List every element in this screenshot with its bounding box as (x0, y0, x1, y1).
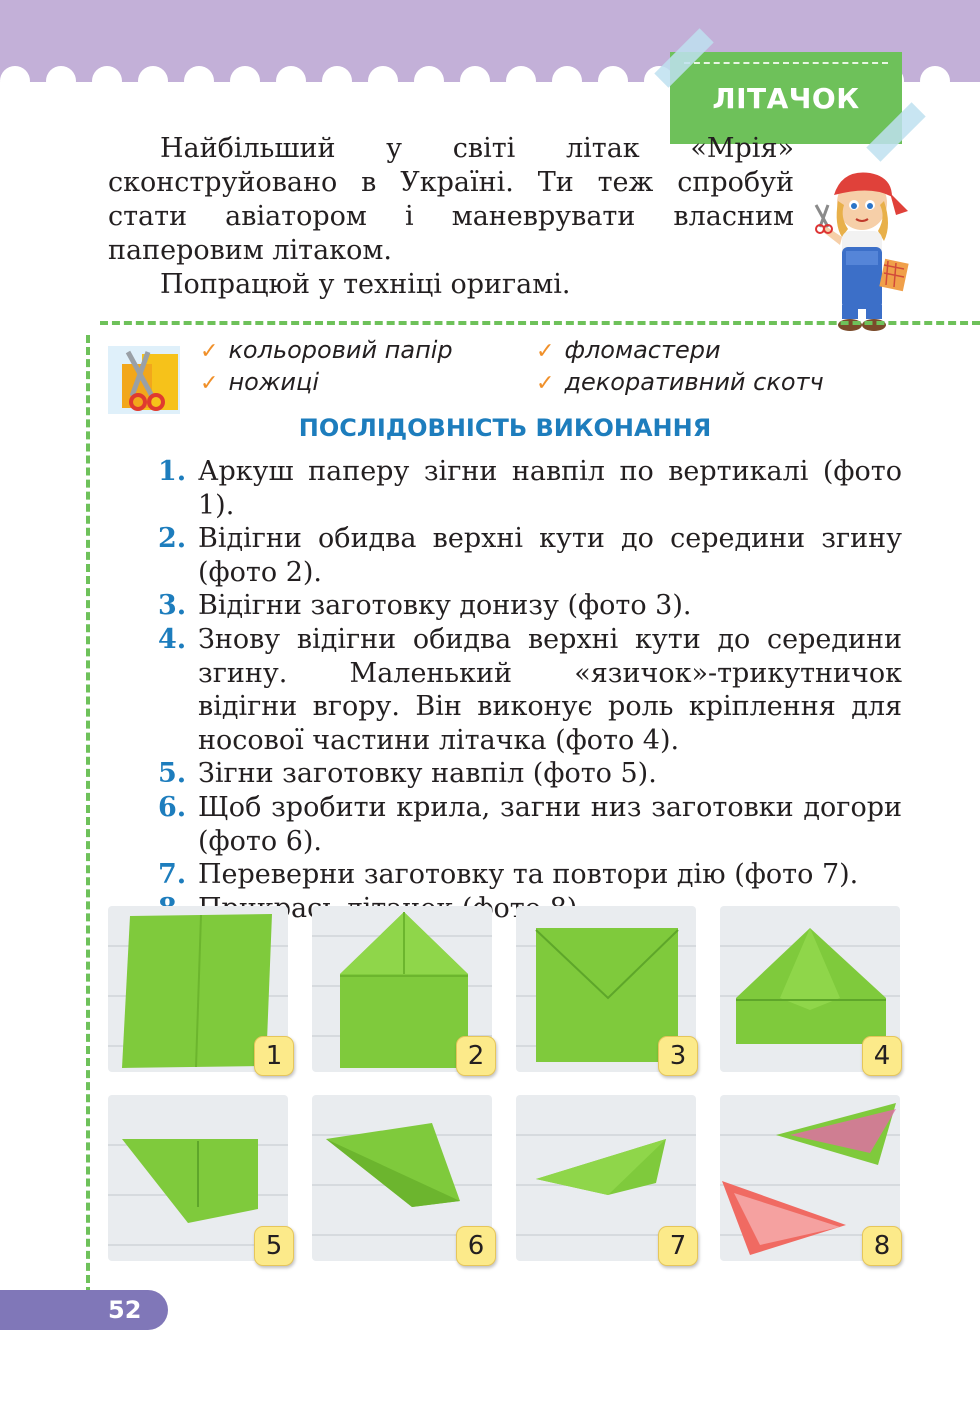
check-icon: ✓ (536, 339, 555, 364)
intro-text (108, 132, 794, 302)
material-item-decorative-tape: ✓ декоративний скотч (536, 368, 824, 396)
dashed-divider-vertical (86, 335, 90, 1295)
photo-number-badge: 2 (456, 1036, 496, 1076)
girl-with-scissors-illustration (812, 165, 912, 335)
step-item: 6. Щоб зробити крила, загни низ заготовки догори (фото 6). (158, 791, 902, 857)
sequence-title: ПОСЛІДОВНІСТЬ ВИКОНАННЯ (298, 414, 712, 442)
photo-number-badge: 7 (658, 1226, 698, 1266)
dashed-divider-horizontal (100, 321, 980, 325)
lesson-title-box (670, 52, 902, 144)
step-item: 5. Зігни заготовку навпіл (фото 5). (158, 758, 657, 790)
step-item: 4. Знову відігни обидва верхні кути до середини згину. Маленький «язичок»-трикутничок відігни вгору. Він виконує роль кріплення для носової частини літачка (фото 4). (158, 623, 902, 756)
material-item-markers: ✓ фломастери (536, 336, 721, 364)
photo-number-badge: 5 (254, 1226, 294, 1266)
step-item: 7. Переверни заготовку та повтори дію (фото 7). (158, 859, 859, 891)
check-icon: ✓ (536, 371, 555, 396)
material-item-scissors: ✓ ножиці (200, 368, 320, 396)
intro-paragraph-1: Найбільший у світі літак «Мрія» сконструйовано в Україні. Ти теж спробуй стати авіатором і маневрувати власним паперовим літаком. (108, 133, 794, 266)
check-icon: ✓ (200, 339, 219, 364)
step-item: 3. Відігни заготовку донизу (фото 3). (158, 590, 692, 622)
page-number-tab (0, 1290, 168, 1330)
photo-number-badge: 8 (862, 1226, 902, 1266)
photo-number-badge: 4 (862, 1036, 902, 1076)
step-item: (фото (461, 892, 541, 924)
lesson-title: ЛІТАЧОК (712, 82, 860, 115)
step-item: 2. Відігни обидва верхні кути до середини згину (фото 2). (158, 523, 902, 588)
photo-number-badge: 6 (456, 1226, 496, 1266)
photo-number-badge: 1 (254, 1036, 294, 1076)
scissors-tools-icon (108, 346, 180, 414)
page-number: 52 (108, 1296, 142, 1324)
material-item-colored-paper: ✓ кольоровий папір (200, 336, 453, 364)
photo-number-badge: 3 (658, 1036, 698, 1076)
step-item: 1. Аркуш паперу зігни навпіл по вертикалі (фото 1). (158, 456, 902, 521)
check-icon: ✓ (200, 371, 219, 396)
steps-list (158, 455, 902, 925)
intro-paragraph-2: Попрацюй у техніці оригамі. (160, 269, 571, 300)
